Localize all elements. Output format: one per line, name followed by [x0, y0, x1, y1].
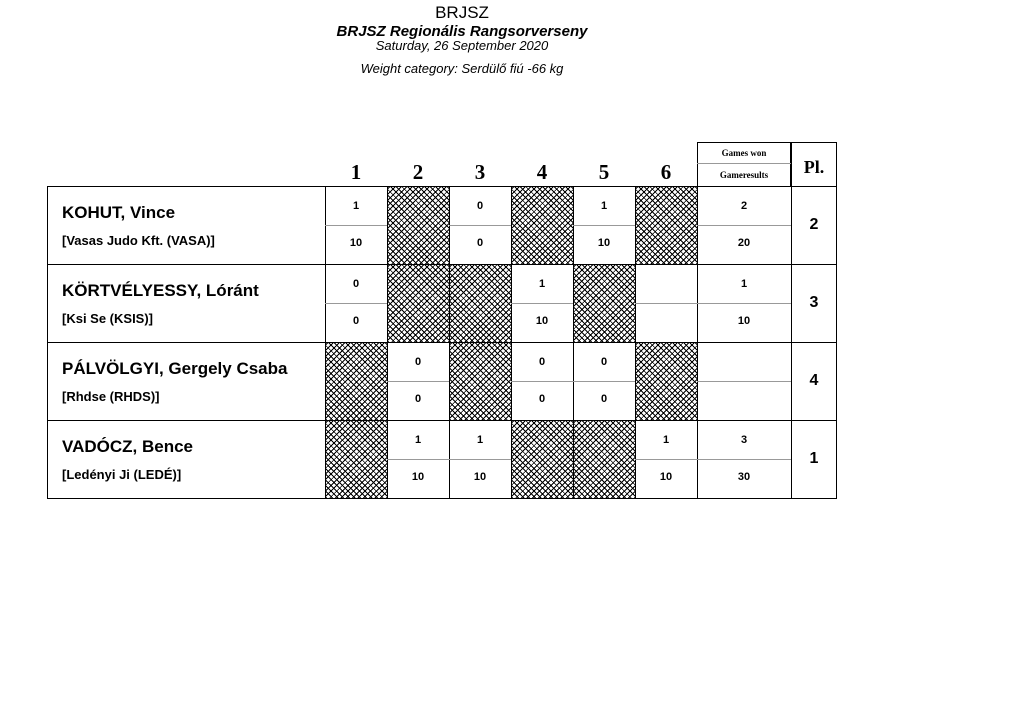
match-score: 0 — [476, 200, 484, 212]
competitor-club: [Ledényi Ji (LEDÉ)] — [62, 467, 182, 482]
match-score: 1 — [662, 434, 670, 446]
event-title: BRJSZ Regionális Rangsorverseny — [336, 23, 588, 40]
match-points: 0 — [538, 393, 546, 405]
competitor-cell — [47, 420, 326, 499]
place-value: 2 — [809, 216, 819, 233]
games-won-value: 3 — [740, 434, 748, 446]
games-won-value: 1 — [740, 278, 748, 290]
organization-title: BRJSZ — [435, 3, 489, 22]
match-points: 10 — [597, 237, 611, 249]
column-number-1: 1 — [350, 160, 362, 184]
blocked-cell — [449, 264, 512, 343]
competitor-cell — [47, 186, 326, 265]
match-score: 1 — [600, 200, 608, 212]
place-value: 3 — [809, 294, 819, 311]
place-value: 4 — [809, 372, 819, 389]
gameresults-value: 10 — [737, 315, 751, 327]
match-score: 1 — [352, 200, 360, 212]
column-number-4: 4 — [536, 160, 548, 184]
place-value: 1 — [809, 450, 819, 467]
blocked-cell — [449, 342, 512, 421]
competitor-name: KOHUT, Vince — [62, 203, 176, 222]
games-won-label: Games won — [721, 148, 767, 158]
weight-category: Weight category: Serdülő fiú -66 kg — [360, 61, 564, 76]
match-cell-divider — [325, 225, 387, 226]
blocked-cell — [635, 342, 698, 421]
match-points: 0 — [600, 393, 608, 405]
competitor-cell — [47, 342, 326, 421]
competitor-cell — [47, 264, 326, 343]
competitor-name: PÁLVÖLGYI, Gergely Csaba — [62, 359, 288, 378]
match-cell-divider — [573, 381, 635, 382]
match-score: 1 — [476, 434, 484, 446]
blocked-cell — [387, 186, 450, 265]
blocked-cell — [511, 186, 574, 265]
games-won-value: 2 — [740, 200, 748, 212]
match-points: 10 — [473, 471, 487, 483]
match-points: 10 — [411, 471, 425, 483]
games-won-divider — [697, 381, 791, 382]
place-header-label: Pl. — [803, 157, 825, 177]
match-cell-divider — [573, 225, 635, 226]
blocked-cell — [387, 264, 450, 343]
games-won-divider — [697, 459, 791, 460]
match-cell-divider — [387, 459, 449, 460]
match-score: 0 — [600, 356, 608, 368]
games-won-header-divider — [697, 163, 791, 164]
match-score: 1 — [538, 278, 546, 290]
games-won-divider — [697, 303, 791, 304]
match-cell-divider — [511, 381, 573, 382]
match-points: 10 — [535, 315, 549, 327]
games-won-divider — [697, 225, 791, 226]
blocked-cell — [511, 420, 574, 499]
gameresults-label: Gameresults — [719, 170, 769, 180]
match-cell-divider — [387, 381, 449, 382]
column-number-5: 5 — [598, 160, 610, 184]
blocked-cell — [325, 342, 388, 421]
match-score: 1 — [414, 434, 422, 446]
match-points: 0 — [414, 393, 422, 405]
match-points: 0 — [476, 237, 484, 249]
match-points: 10 — [349, 237, 363, 249]
column-number-6: 6 — [660, 160, 672, 184]
competitor-club: [Rhdse (RHDS)] — [62, 389, 160, 404]
match-points: 0 — [352, 315, 360, 327]
match-cell-divider — [511, 303, 573, 304]
match-cell-divider — [449, 225, 511, 226]
gameresults-value: 30 — [737, 471, 751, 483]
competitor-name: VADÓCZ, Bence — [62, 437, 193, 456]
match-cell-divider — [635, 303, 697, 304]
gameresults-value: 20 — [737, 237, 751, 249]
match-score: 0 — [352, 278, 360, 290]
match-score: 0 — [414, 356, 422, 368]
match-cell-divider — [325, 303, 387, 304]
match-score: 0 — [538, 356, 546, 368]
competitor-name: KÖRTVÉLYESSY, Lóránt — [62, 281, 259, 300]
competitor-club: [Vasas Judo Kft. (VASA)] — [62, 233, 215, 248]
event-date: Saturday, 26 September 2020 — [375, 38, 549, 53]
match-cell-divider — [449, 459, 511, 460]
blocked-cell — [325, 420, 388, 499]
blocked-cell — [573, 264, 636, 343]
match-points: 10 — [659, 471, 673, 483]
match-cell-divider — [635, 459, 697, 460]
competitor-club: [Ksi Se (KSIS)] — [62, 311, 154, 326]
column-number-3: 3 — [474, 160, 486, 184]
blocked-cell — [573, 420, 636, 499]
blocked-cell — [635, 186, 698, 265]
column-number-2: 2 — [412, 160, 424, 184]
